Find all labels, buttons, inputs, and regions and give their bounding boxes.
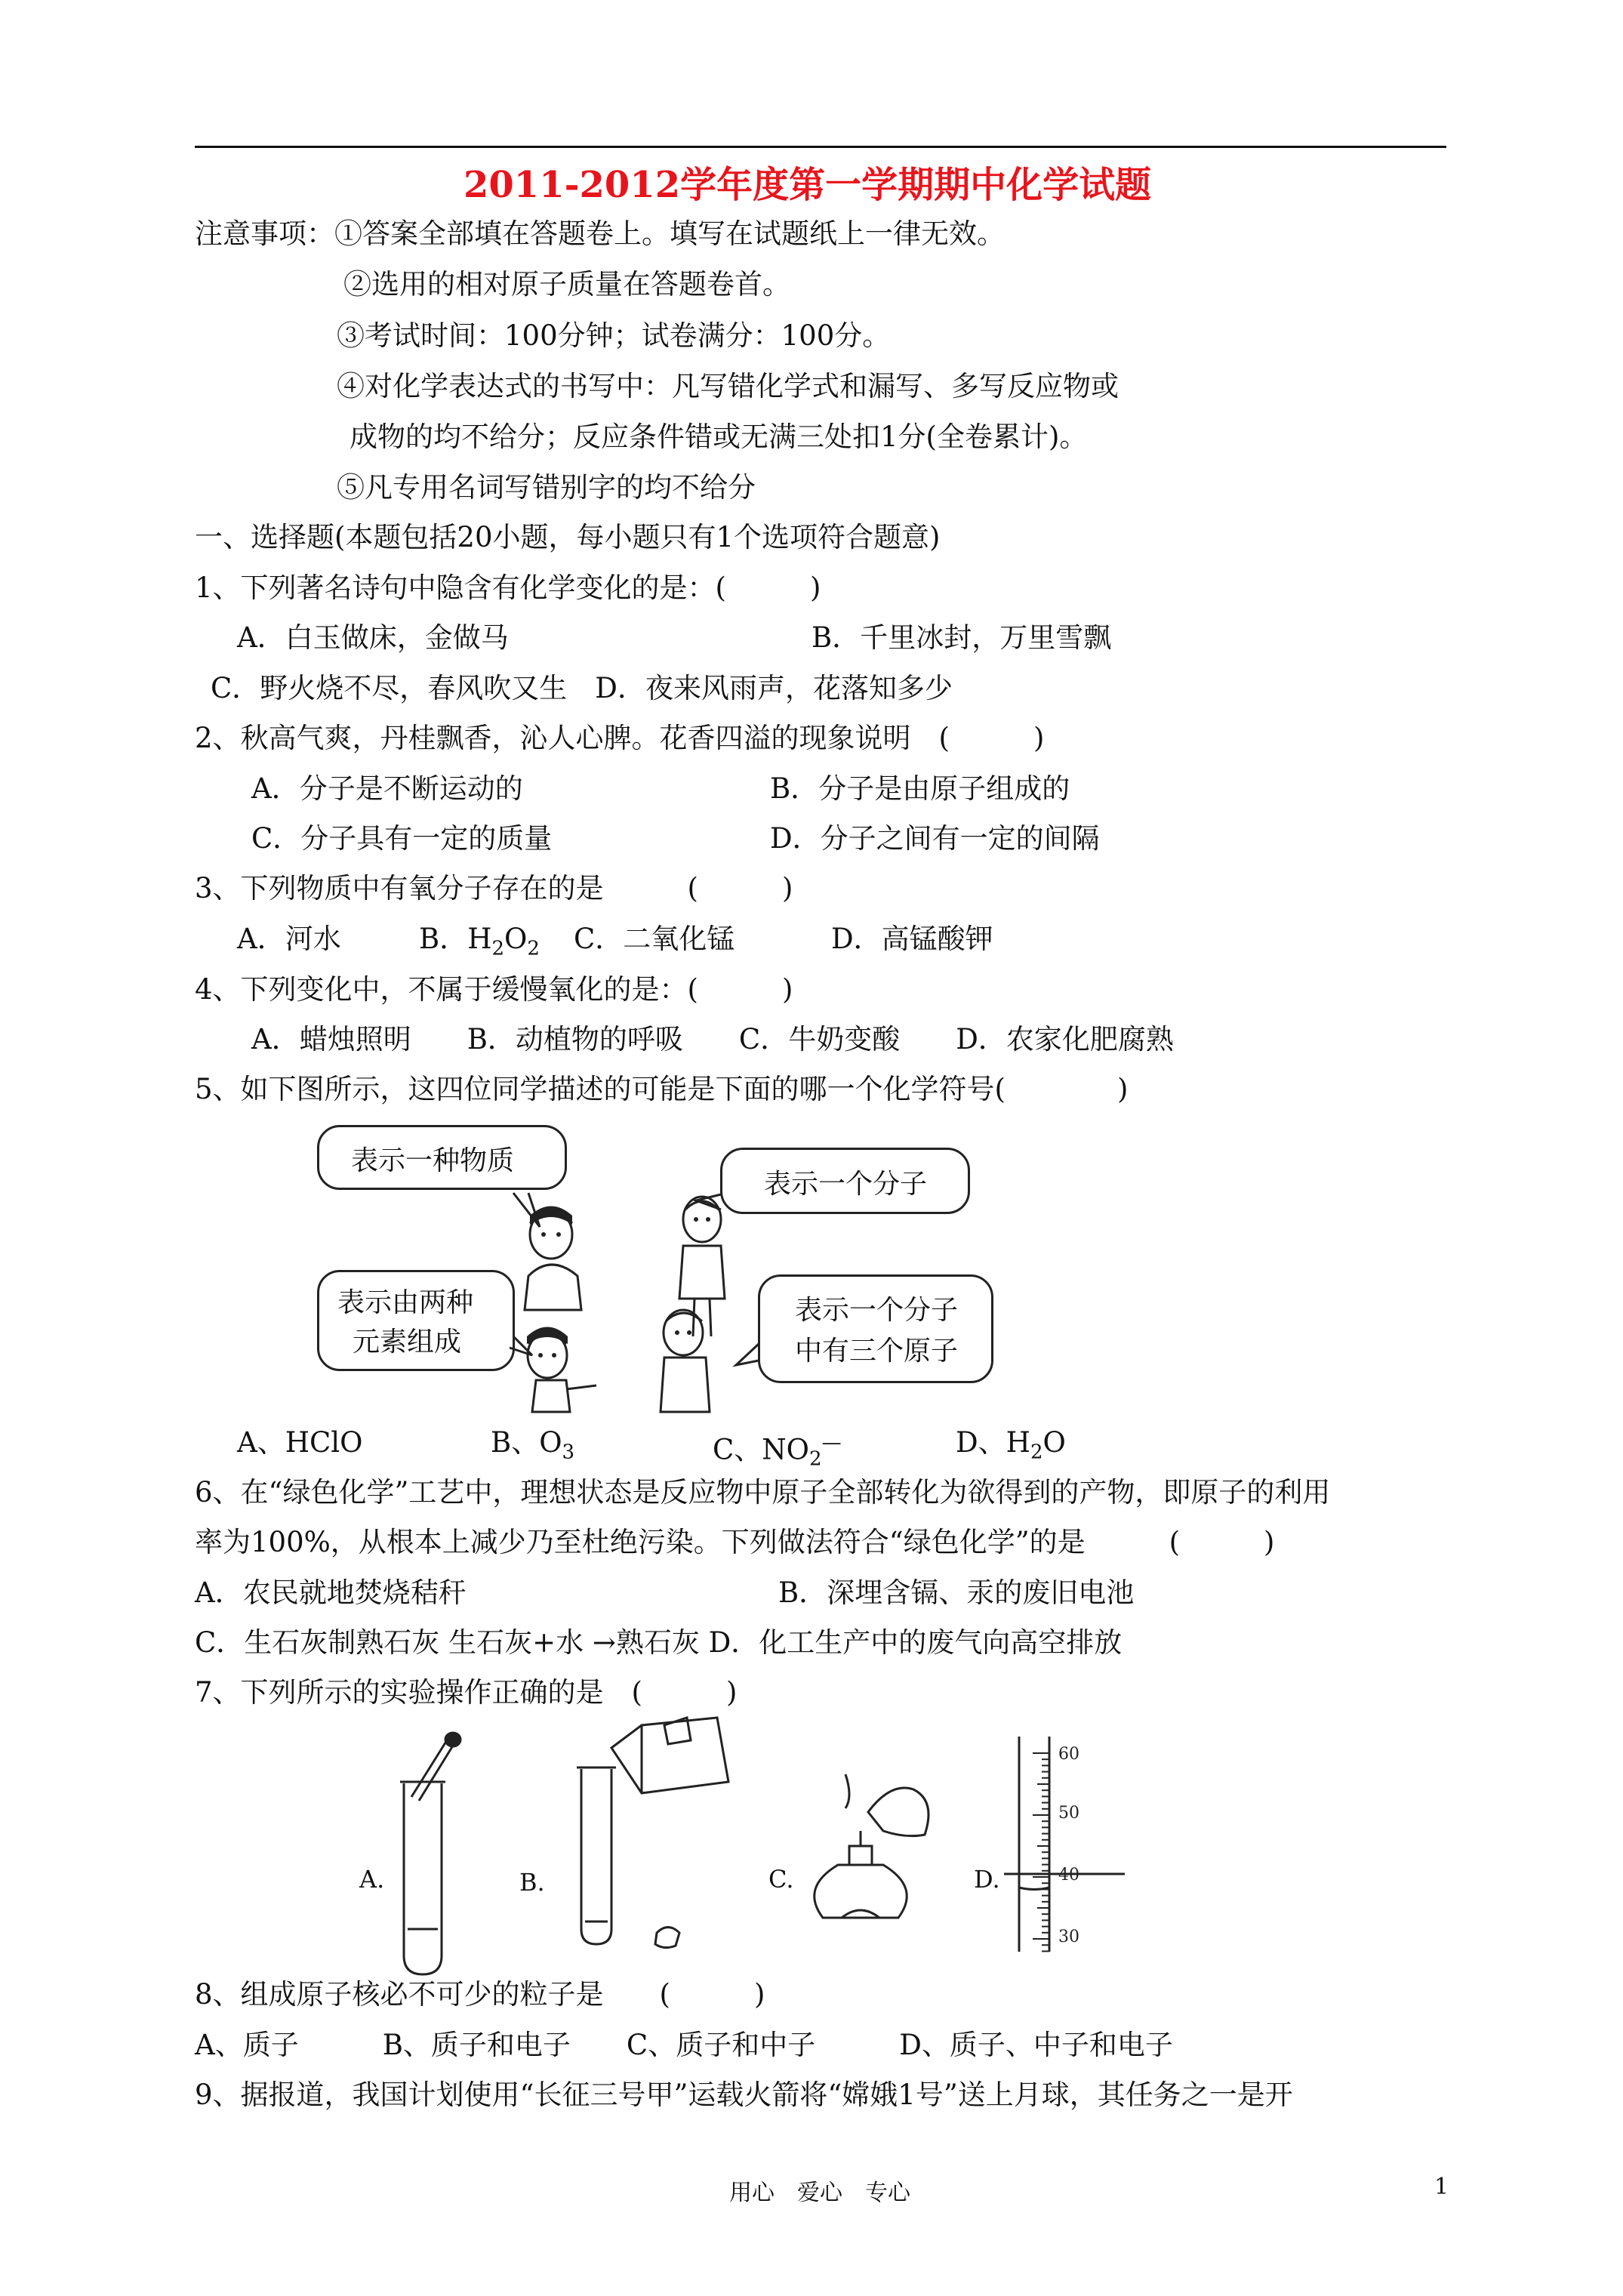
q3-option-a: A．河水 — [237, 923, 341, 955]
note-4b: 成物的均不给分；反应条件错或无满三处扣1分(全卷累计)。 — [350, 421, 1088, 453]
q1-options-cd: C．野火烧不尽，春风吹又生 D．夜来风雨声，花落知多少 — [211, 672, 953, 704]
q6-option-a: A．农民就地焚烧秸秆 — [195, 1576, 467, 1609]
q2-option-b: B．分子是由原子组成的 — [770, 772, 1070, 805]
q7-label-a: A. — [359, 1865, 385, 1894]
q9-line-1: 9、据报道，我国计划使用“长征三号甲”运载火箭将“嫦娥1号”送上月球，其任务之一是开 — [195, 2079, 1293, 2111]
q1-stem: 1、下列著名诗句中隐含有化学变化的是：( ) — [195, 572, 821, 604]
notes-label: 注意事项： — [195, 217, 334, 250]
speech-bubble-2: 表示一个分子 — [720, 1148, 970, 1214]
q8-options: A、质子 B、质子和电子 C、质子和中子 D、质子、中子和电子 — [195, 2029, 1173, 2061]
q6-line-2: 率为100%，从根本上减少乃至杜绝污染。下列做法符合“绿色化学”的是 ( ) — [195, 1526, 1275, 1558]
section-heading: 一、选择题(本题包括20小题，每小题只有1个选项符合题意) — [195, 521, 941, 553]
graduated-cylinder-d — [1004, 1737, 1125, 1955]
q1-option-b: B．千里冰封，万里雪飘 — [812, 621, 1112, 654]
q6-option-b: B．深埋含镉、汞的废旧电池 — [778, 1576, 1135, 1609]
cylinder-tick-40: 40 — [1058, 1866, 1079, 1885]
page-number: 1 — [1434, 2174, 1449, 2200]
q3-option-c: C．二氧化锰 — [574, 923, 735, 955]
speech-bubble-4: 表示一个分子 中有三个原子 — [758, 1274, 993, 1383]
q2-option-c: C．分子具有一定的质量 — [251, 822, 553, 855]
q5-option-a: A、HClO — [237, 1426, 363, 1459]
note-5: ⑤凡专用名词写错别字的均不给分 — [337, 471, 756, 504]
q7-label-c: C. — [768, 1865, 794, 1894]
header-rule — [195, 146, 1446, 148]
q5-option-d: D、$H_2O$ — [956, 1426, 1066, 1464]
q1-option-a: A．白玉做床，金做马 — [237, 621, 509, 654]
alcohol-lamp-c — [800, 1767, 951, 1940]
notes-line-1 — [195, 217, 1005, 251]
note-3: ③考试时间：100分钟；试卷满分：100分。 — [337, 319, 891, 352]
q2-option-a: A．分子是不断运动的 — [251, 772, 523, 805]
q5-option-b: B、$O_3$ — [491, 1426, 575, 1464]
footer-slogan: 用心 爱心 专心 — [729, 2180, 910, 2206]
cylinder-tick-60: 60 — [1058, 1745, 1079, 1764]
speech-bubble-3: 表示由两种 元素组成 — [317, 1270, 515, 1371]
q3-stem: 3、下列物质中有氧分子存在的是 ( ) — [195, 872, 793, 905]
q6-line-1: 6、在“绿色化学”工艺中，理想状态是反应物中原子全部转化为欲得到的产物，即原子的利用 — [195, 1476, 1331, 1509]
note-4a: ④对化学表达式的书写中：凡写错化学式和漏写、多写反应物或 — [337, 370, 1119, 402]
test-tube-dropper-a — [393, 1729, 468, 1986]
q5-option-c: C、$NO_2^—$ — [713, 1432, 842, 1471]
students-illustration — [483, 1163, 785, 1419]
q4-stem: 4、下列变化中，不属于缓慢氧化的是：( ) — [195, 973, 793, 1006]
note-2: ②选用的相对原子质量在答题卷首。 — [343, 268, 790, 300]
note-1: ①答案全部填在答题卷上。填写在试题纸上一律无效。 — [334, 217, 1005, 250]
page-title: 2011-2012学年度第一学期期中化学试题 — [463, 164, 1152, 206]
q7-label-b: B. — [519, 1868, 545, 1897]
cylinder-tick-50: 50 — [1058, 1804, 1079, 1823]
q8-stem: 8、组成原子核必不可少的粒子是 ( ) — [195, 1978, 765, 2011]
q7-label-d: D. — [974, 1865, 1000, 1894]
q3-option-d: D．高锰酸钾 — [831, 923, 993, 955]
q5-stem: 5、如下图所示，这四位同学描述的可能是下面的哪一个化学符号( ) — [195, 1073, 1129, 1105]
q2-stem: 2、秋高气爽，丹桂飘香，沁人心脾。花香四溢的现象说明 ( ) — [195, 722, 1045, 754]
speech-bubble-1: 表示一种物质 — [317, 1125, 567, 1190]
test-tube-pouring-b — [566, 1710, 740, 1952]
q4-options: A．蜡烛照明 B．动植物的呼吸 C．牛奶变酸 D．农家化肥腐熟 — [251, 1023, 1174, 1056]
cylinder-tick-30: 30 — [1058, 1928, 1079, 1946]
q2-option-d: D．分子之间有一定的间隔 — [770, 822, 1100, 855]
q6-options-cd: C．生石灰制熟石灰 生石灰+水 →熟石灰 D．化工生产中的废气向高空排放 — [195, 1626, 1123, 1659]
q3-option-b: B．$H_2O_2$ — [419, 923, 540, 960]
q7-stem: 7、下列所示的实验操作正确的是 ( ) — [195, 1676, 738, 1709]
